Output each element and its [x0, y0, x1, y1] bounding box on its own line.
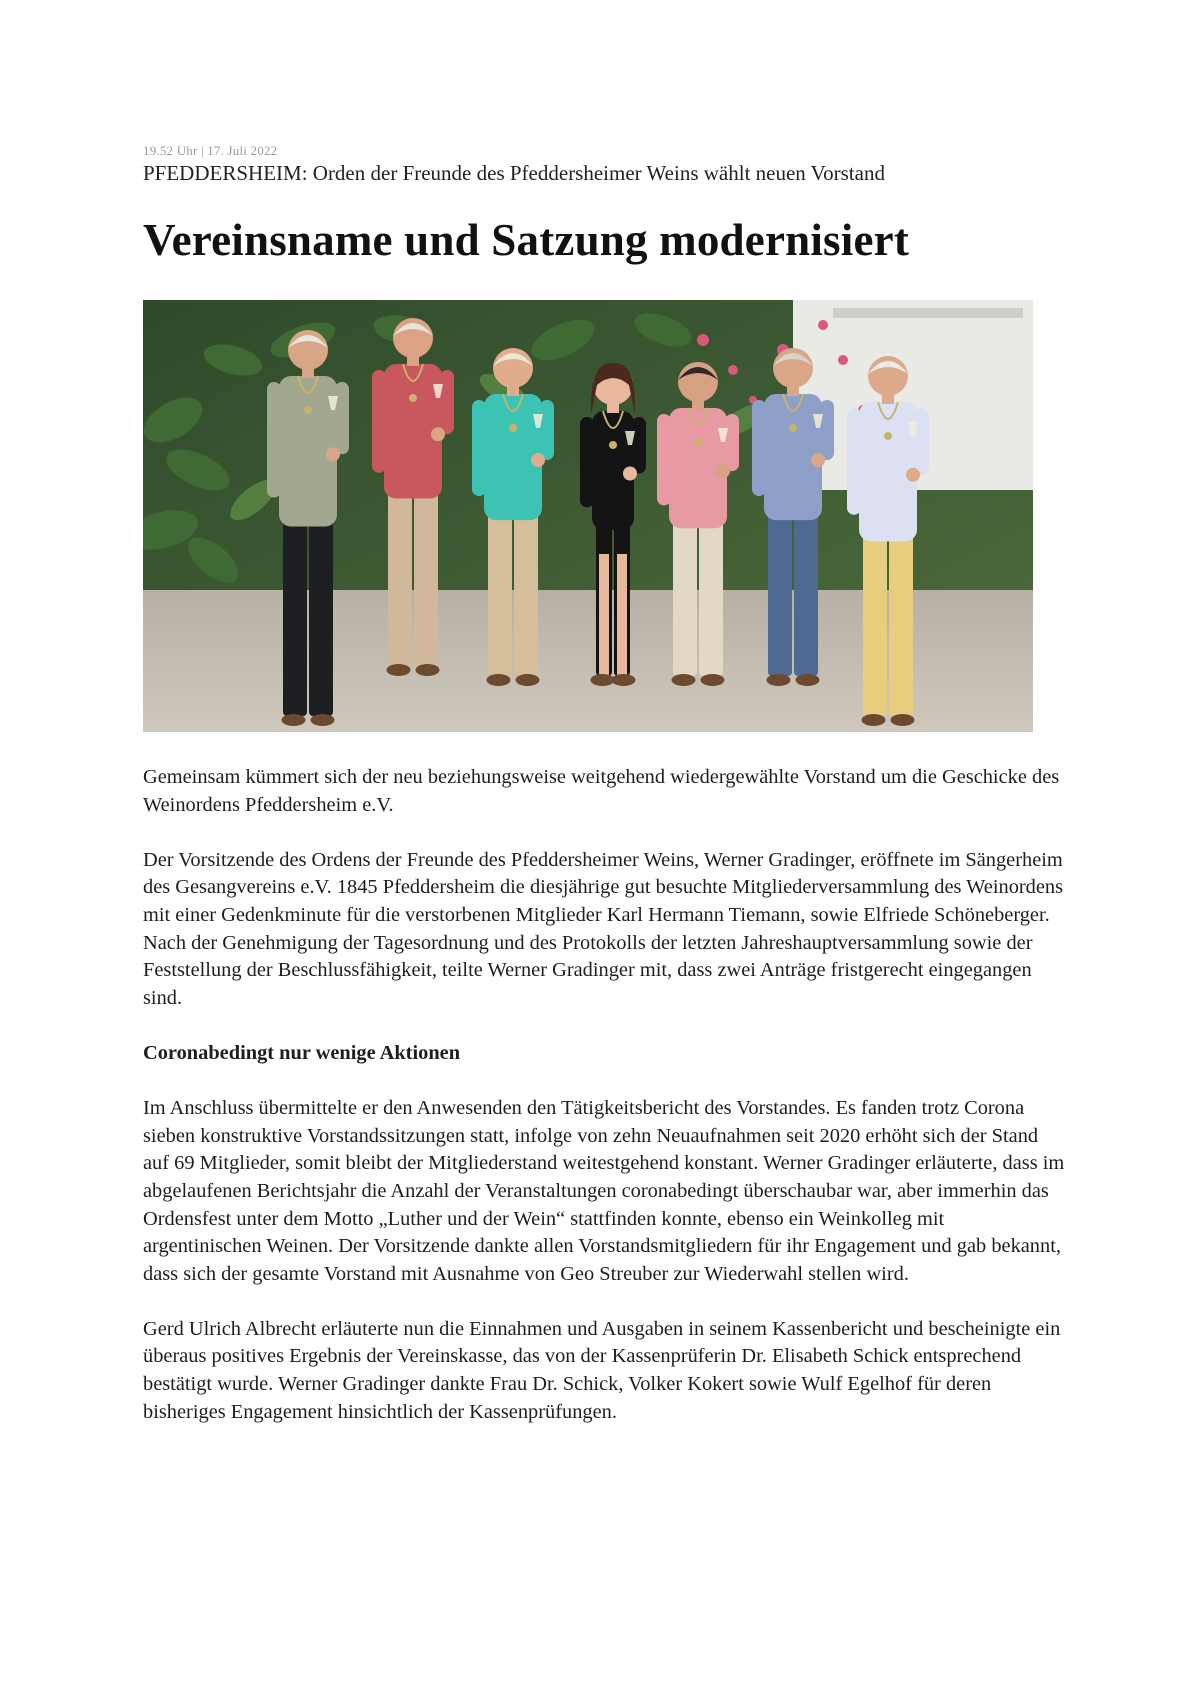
article-headline: Vereinsname und Satzung modernisiert [143, 215, 910, 265]
paragraph: Der Vorsitzende des Ordens der Freunde des Pfeddersheimer Weins, Werner Gradinger, eröffnete im Sängerheim des Gesangvereins e.V. 1845 Pfeddersheim die diesjährige gut besuchte Mitgliederversammlung des Weinordens mit einer Gedenkminute für die verstorbenen Mitglieder Karl Hermann Tiemann, sowie Elfriede Schöneberger. Nach der Genehmigung der Tagesordnung und des Protokolls der letzten Jahreshauptversammlung sowie der Feststellung der Beschlussfähigkeit, teilte Werner Gradinger mit, dass zwei Anträge fristgerecht eingegangen sind. [143, 848, 1064, 1009]
article-kicker: PFEDDERSHEIM: Orden der Freunde des Pfeddersheimer Weins wählt neuen Vorstand [143, 161, 885, 185]
section-heading: Coronabedingt nur wenige Aktionen [143, 1041, 461, 1064]
article-timestamp: 19.52 Uhr | 17. Juli 2022 [143, 143, 278, 158]
paragraph: Im Anschluss übermittelte er den Anwesenden den Tätigkeitsbericht des Vorstandes. Es fanden trotz Corona sieben konstruktive Vorstandssitzungen statt, infolge von zehn Neuaufnahmen seit 2020 erhöht sich der Stand auf 69 Mitglieder, somit bleibt der Mitgliederstand weitestgehend konstant. Werner Gradinger erläuterte, dass im abgelaufenen Berichtsjahr die Anzahl der Veranstaltungen coronabedingt überschaubar war, aber immerhin das Ordensfest unter dem Motto „Luther und der Wein“ stattfinden konnte, ebenso ein Weinkolleg mit argentinischen Weinen. Der Vorsitzende dankte allen Vorstandsmitgliedern für ihr Engagement und gab bekannt, dass sich der gesamte Vorstand mit Ausnahme von Geo Streuber zur Wiederwahl stellen wird. [143, 1097, 1065, 1285]
article-body [143, 764, 1065, 1454]
group-photo [143, 300, 1033, 732]
paragraph: Gemeinsam kümmert sich der neu beziehungsweise weitgehend wiedergewählte Vorstand um die Geschicke des Weinordens Pfeddersheim e.V. [143, 766, 1060, 816]
paragraph: Gerd Ulrich Albrecht erläuterte nun die Einnahmen und Ausgaben in seinem Kassenbericht und bescheinigte ein überaus positives Ergebnis der Vereinskasse, das von der Kassenprüferin Dr. Elisabeth Schick entsprechend bestätigt wurde. Werner Gradinger dankte Frau Dr. Schick, Volker Kokert sowie Wulf Egelhof für deren bisheriges Engagement hinsichtlich der Kassenprüfungen. [143, 1317, 1061, 1423]
